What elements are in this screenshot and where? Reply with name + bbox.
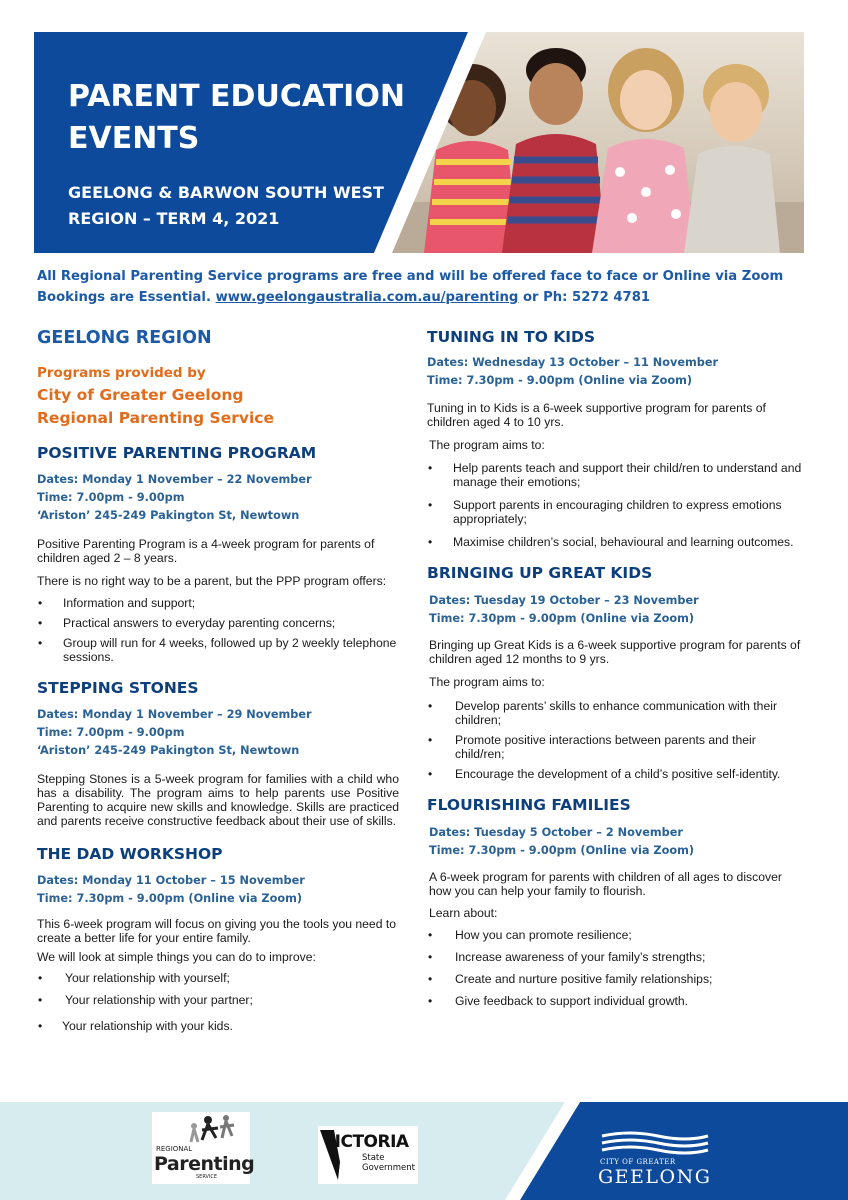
program-description: This 6-week program will focus on giving you the tools you need to create a better life for your entire family. <box>37 917 397 945</box>
rps-service-text: SERVICE <box>196 1174 218 1180</box>
event-details <box>37 706 399 760</box>
event-time: Time: 7.30pm - 9.00pm (Online via Zoom) <box>427 374 693 387</box>
regional-parenting-service-logo <box>152 1112 255 1184</box>
intro-line-1: All Regional Parenting Service programs are free and will be offered face to face or Online via Zoom <box>37 269 784 284</box>
government-text: Government <box>362 1163 416 1173</box>
list-item: • Information and support; <box>37 596 399 610</box>
region-title: GEELONG REGION <box>37 328 212 348</box>
program-description: Stepping Stones is a 5-week program for families with a child who has a disability. The program aims to help parents use Positive Parenting to acquire new skills and knowledge. Skills are practiced and parents receive constructive feedback about their use of skills. <box>37 772 399 828</box>
program-description: Tuning in to Kids is a 6-week supportive program for parents of children aged 4 to 10 yrs. <box>427 401 766 429</box>
stepping-stones-section <box>37 678 399 828</box>
event-details <box>427 592 805 628</box>
list-item: • Support parents in encouraging children to express emotions appropriately; <box>427 498 805 526</box>
geelong-wordmark: GEELONG <box>598 1166 712 1188</box>
list-item: • Develop parents’ skills to enhance communication with their children; <box>427 699 805 727</box>
provider-name: City of Greater Geelong <box>37 386 244 404</box>
flourishing-families-section <box>427 795 805 1008</box>
program-aims-intro: The program aims to: <box>429 438 545 452</box>
tuning-in-to-kids-section <box>427 327 805 549</box>
section-title: STEPPING STONES <box>37 679 199 697</box>
improve-list <box>37 971 399 1033</box>
section-title: TUNING IN TO KIDS <box>427 328 596 346</box>
event-details <box>37 471 399 525</box>
learn-list <box>427 928 805 1008</box>
intro-line-2 <box>37 287 817 308</box>
section-title: BRINGING UP GREAT KIDS <box>427 564 653 582</box>
learn-about-intro: Learn about: <box>429 906 498 920</box>
header-banner <box>34 32 804 253</box>
right-column <box>427 324 805 1014</box>
list-item: • Encourage the development of a child’s positive self-identity. <box>427 767 805 781</box>
left-column <box>37 324 399 1039</box>
event-time: Time: 7.30pm - 9.00pm (Online via Zoom) <box>37 892 303 905</box>
state-text: State <box>362 1153 385 1163</box>
event-dates: Dates: Tuesday 5 October – 2 November <box>429 826 684 839</box>
phone-text: or Ph: 5272 4781 <box>522 290 651 305</box>
victoria-state-government-logo <box>318 1126 418 1184</box>
event-time: Time: 7.30pm - 9.00pm (Online via Zoom) <box>429 612 695 625</box>
list-item: • Create and nurture positive family relationships; <box>427 972 805 986</box>
aims-list <box>427 461 805 549</box>
event-dates: Dates: Tuesday 19 October – 23 November <box>429 594 699 607</box>
provider-service: Regional Parenting Service <box>37 409 274 427</box>
improve-intro: We will look at simple things you can do to improve: <box>37 950 316 964</box>
offers-list <box>37 596 399 664</box>
event-dates: Dates: Monday 1 November – 29 November <box>37 708 312 721</box>
section-title: POSITIVE PARENTING PROGRAM <box>37 444 317 462</box>
list-item: • Give feedback to support individual growth. <box>427 994 805 1008</box>
list-item: • Promote positive interactions between parents and their child/ren; <box>427 733 805 761</box>
event-details <box>427 354 805 390</box>
event-dates: Dates: Wednesday 13 October – 11 November <box>427 356 719 369</box>
event-time: Time: 7.00pm - 9.00pm <box>37 491 185 504</box>
event-time: Time: 7.00pm - 9.00pm <box>37 726 185 739</box>
list-item: • Your relationship with your kids. <box>37 1019 399 1033</box>
program-description: A 6-week program for parents with children of all ages to discover how you can help your family to flourish. <box>429 870 782 898</box>
page-subtitle: GEELONG & BARWON SOUTH WEST REGION – TERM 4, 2021 <box>68 183 384 228</box>
program-offers-intro: There is no right way to be a parent, but the PPP program offers: <box>37 574 387 588</box>
footer <box>0 1102 848 1200</box>
geelong-waves-icon <box>600 1130 710 1156</box>
bringing-up-great-kids-section <box>427 563 805 781</box>
positive-parenting-section <box>37 443 399 664</box>
list-item: • Increase awareness of your family’s strengths; <box>427 950 805 964</box>
list-item: • Group will run for 4 weeks, followed up by 2 weekly telephone sessions. <box>37 636 399 664</box>
section-title: FLOURISHING FAMILIES <box>427 796 631 814</box>
parenting-website-link[interactable]: www.geelongaustralia.com.au/parenting <box>215 290 519 305</box>
rps-parenting-text: Parenting <box>154 1153 255 1175</box>
bookings-essential-text: Bookings are Essential. <box>37 290 211 305</box>
dad-workshop-section <box>37 844 399 1033</box>
intro-notice <box>37 266 817 308</box>
list-item: • How you can promote resilience; <box>427 928 805 942</box>
program-description: Positive Parenting Program is a 4-week program for parents of children aged 2 – 8 years. <box>37 537 375 565</box>
list-item: • Your relationship with your partner; <box>37 993 399 1007</box>
event-time: Time: 7.30pm - 9.00pm (Online via Zoom) <box>429 844 695 857</box>
event-details <box>37 872 399 908</box>
event-dates: Dates: Monday 11 October – 15 November <box>37 874 305 887</box>
list-item: • Your relationship with yourself; <box>37 971 399 985</box>
provider-block <box>37 362 399 430</box>
footer-blue-panel <box>0 1102 848 1200</box>
event-details <box>427 824 805 860</box>
provided-by-label: Programs provided by <box>37 365 206 381</box>
list-item: • Maximise children’s social, behavioural and learning outcomes. <box>427 535 805 549</box>
section-title: THE DAD WORKSHOP <box>37 845 223 863</box>
aims-list <box>427 699 805 781</box>
event-venue: ‘Ariston’ 245-249 Pakington St, Newtown <box>37 509 300 522</box>
list-item: • Practical answers to everyday parenting concerns; <box>37 616 399 630</box>
list-item: • Help parents teach and support their child/ren to understand and manage their emotions; <box>427 461 805 489</box>
program-aims-intro: The program aims to: <box>429 675 545 689</box>
state-government-text <box>362 1153 415 1173</box>
victoria-wordmark: VICTORIA <box>322 1132 409 1152</box>
event-venue: ‘Ariston’ 245-249 Pakington St, Newtown <box>37 744 300 757</box>
page-title: PARENT EDUCATION EVENTS <box>68 79 405 156</box>
city-of-greater-text: CITY OF GREATER <box>600 1158 676 1166</box>
figures-icon <box>152 1112 250 1146</box>
rps-regional-text: REGIONAL <box>156 1145 193 1153</box>
program-description: Bringing up Great Kids is a 6-week supportive program for parents of children aged 12 months to 9 yrs. <box>429 638 801 666</box>
event-dates: Dates: Monday 1 November – 22 November <box>37 473 312 486</box>
